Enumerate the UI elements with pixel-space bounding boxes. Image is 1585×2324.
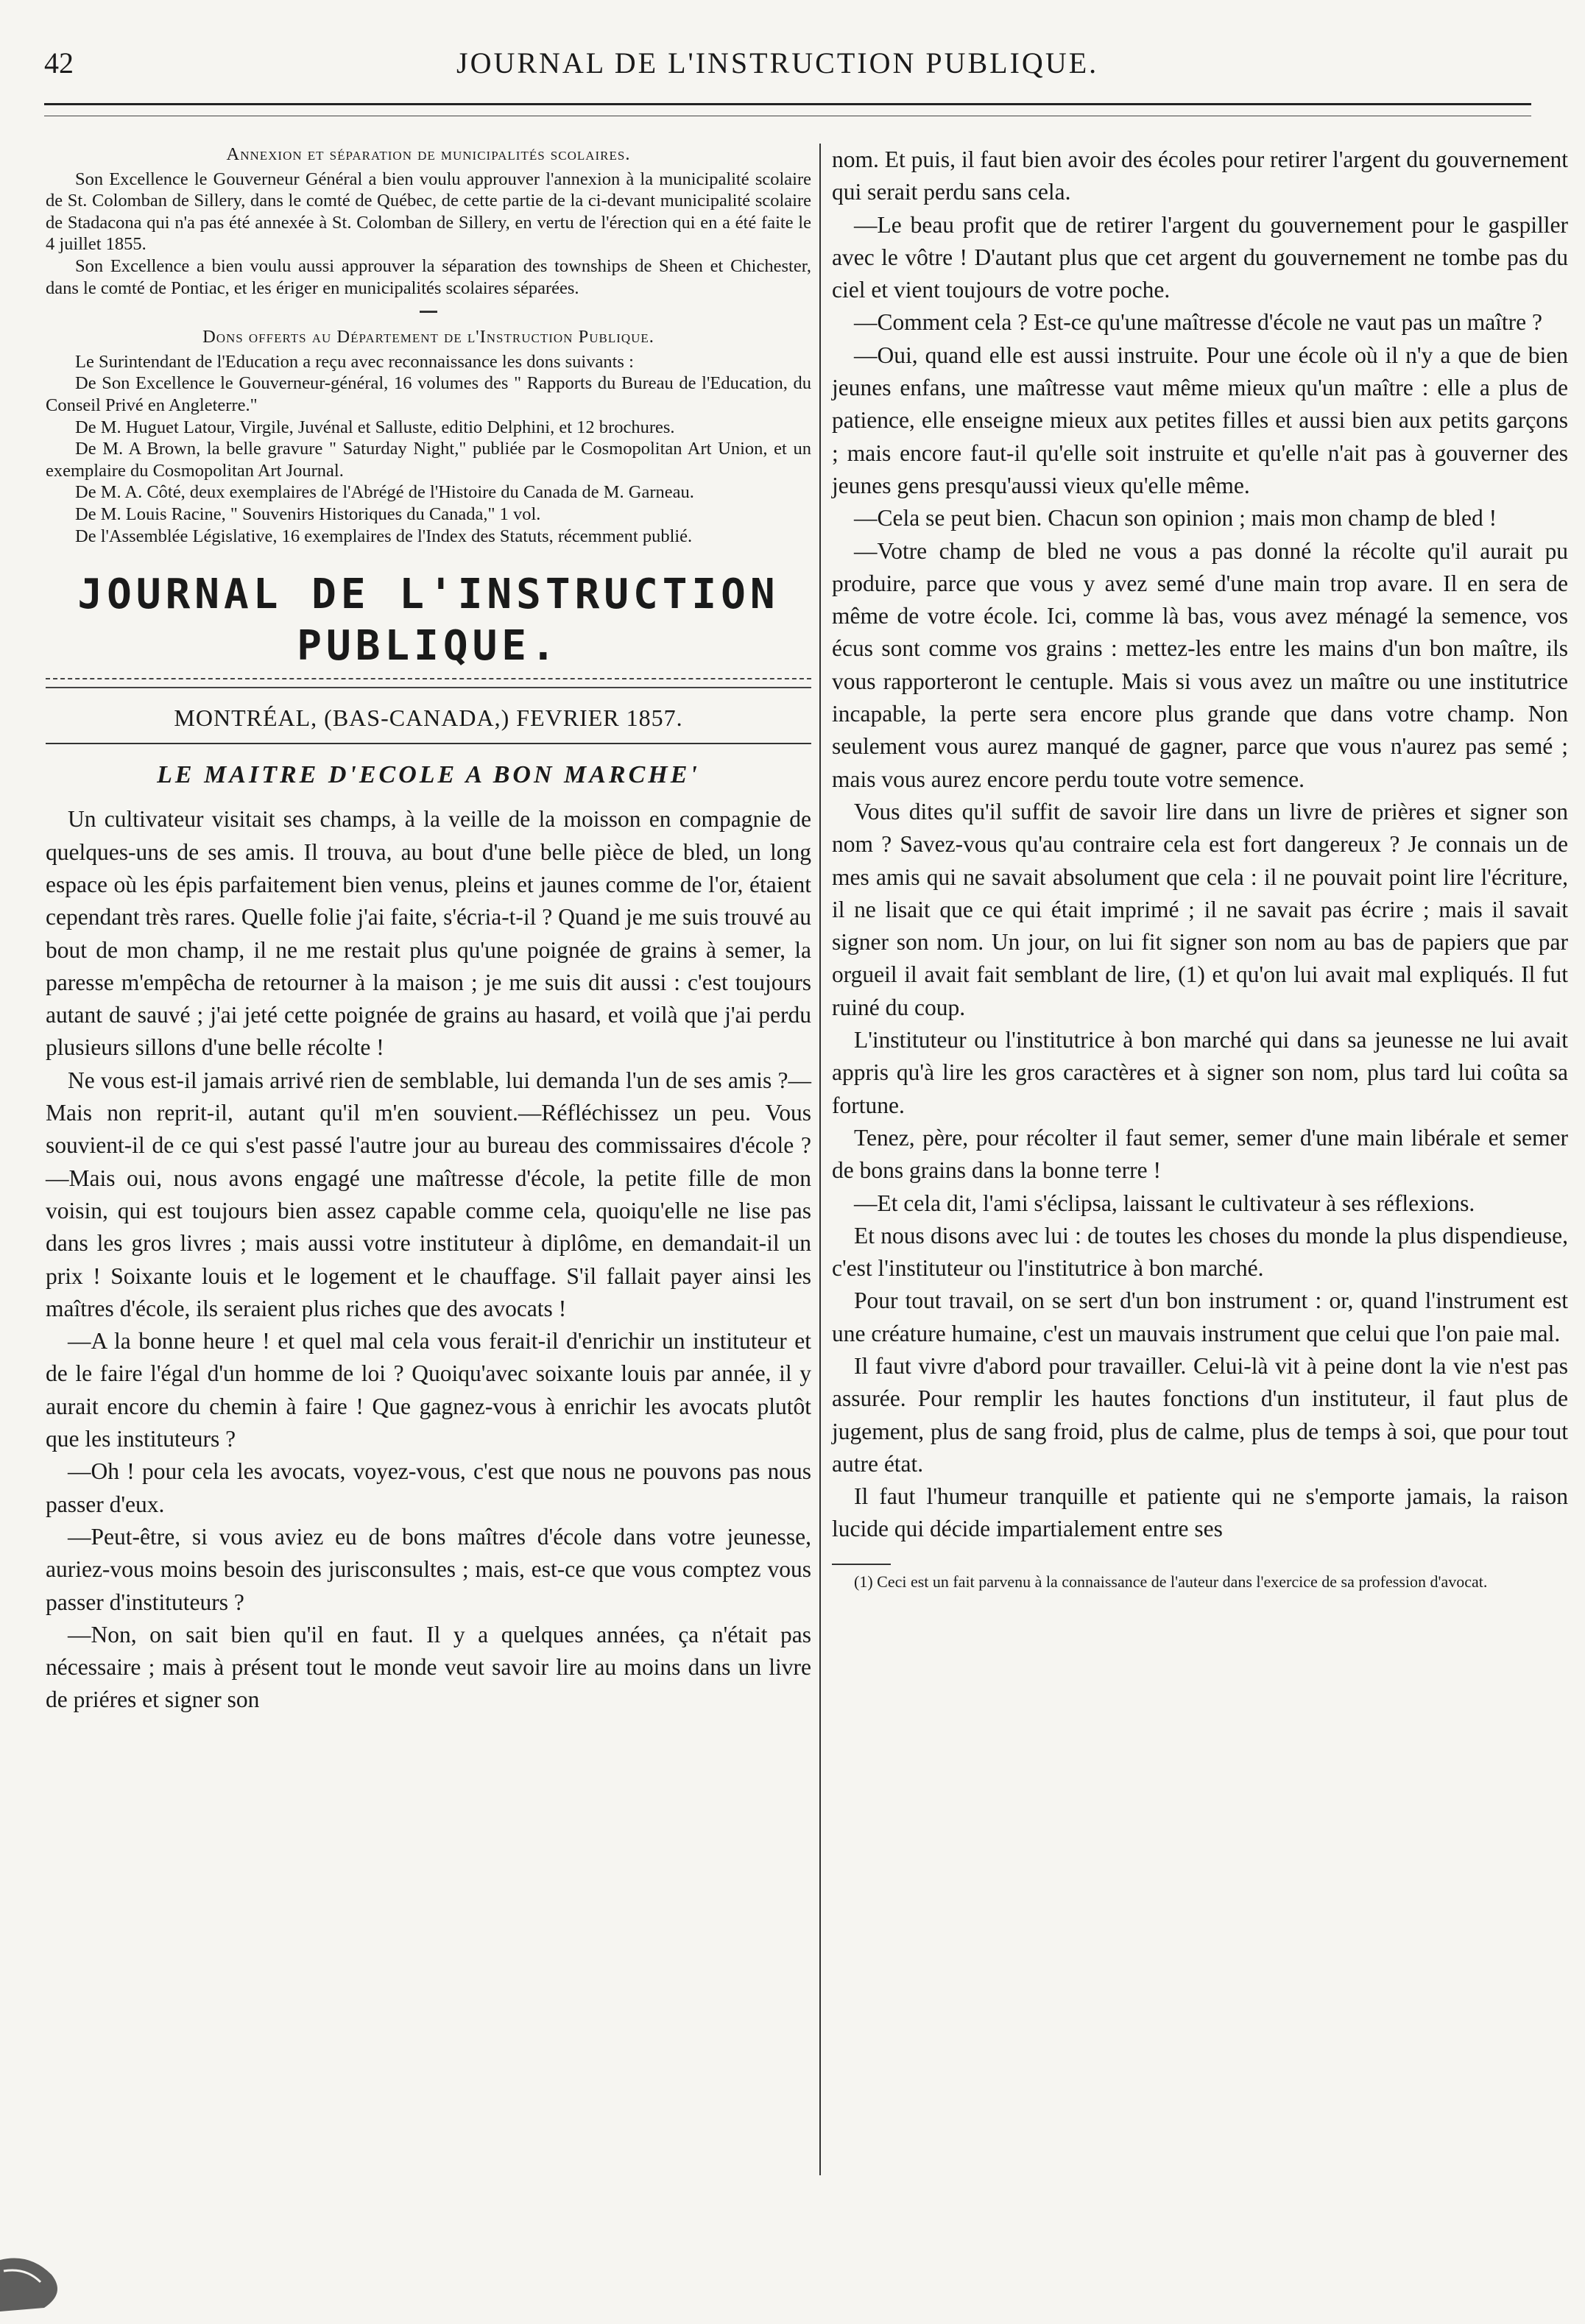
dons-item: De M. A. Côté, deux exemplaires de l'Abrégé de l'Histoire du Canada de M. Garneau. bbox=[75, 482, 694, 503]
dons-item: De l'Assemblée Législative, 16 exemplaires de l'Index des Statuts, récemment publié. bbox=[75, 526, 693, 546]
article-left-body bbox=[46, 803, 811, 1716]
dateline: MONTRÉAL, (BAS-CANADA,) FEVRIER 1857. bbox=[174, 704, 683, 732]
article-paragraph: Il faut vivre d'abord pour travailler. Celui-là vit à peine dont la vie n'est pas assurée. Pour remplir les hautes fonctions d'un instituteur, il faut plus de jugement, plus de sang froid, plus de calme, plus de temps à soi, que pour tout autre état. bbox=[832, 1352, 1568, 1477]
dons-item: De M. Huguet Latour, Virgile, Juvénal et Salluste, editio Delphini, et 12 brochures. bbox=[75, 417, 675, 437]
article-paragraph: —Comment cela ? Est-ce qu'une maîtresse d'école ne vaut pas un maître ? bbox=[854, 309, 1543, 336]
header-rule bbox=[44, 103, 1531, 116]
annexion-paragraph-1: Son Excellence le Gouverneur Général a bien voulu approuver l'annexion à la municipalité scolaire de St. Colomban de Sillery, dans le comté de Québec, de cette partie de la ci-devant municipalité scolaire de Stadacona qui n'a pas été annexée à St. Colomban de Sillery, en vertu de l'érection qui en a été faite le 4 juillet 1855. bbox=[46, 169, 811, 255]
article-paragraph: —Peut-être, si vous aviez eu de bons maîtres d'école dans votre jeunesse, auriez-vous moins besoin des jurisconsultes ; mais, est-ce que vous comptez vous passer d'instituteurs ? bbox=[46, 1523, 811, 1615]
annexion-heading: Annexion et séparation de municipalités scolaires. bbox=[226, 144, 631, 164]
right-column bbox=[832, 144, 1568, 1592]
article-paragraph: L'instituteur ou l'institutrice à bon marché qui dans sa jeunesse ne lui avait appris qu'à lire les gros caractères et à signer son nom, plus tard lui coûta sa fortune. bbox=[832, 1027, 1568, 1118]
dons-heading: Dons offerts au Département de l'Instruction Publique. bbox=[202, 327, 654, 347]
article-paragraph: Pour tout travail, on se sert d'un bon instrument : or, quand l'instrument est une créature humaine, c'est un mauvais instrument que celui que l'on paie mal. bbox=[832, 1288, 1568, 1346]
article-paragraph: —Non, on sait bien qu'il en faut. Il y a quelques années, ça n'était pas nécessaire ; mais à présent tout le monde veut savoir lire au moins dans un livre de priéres et signer son bbox=[46, 1621, 811, 1713]
article-paragraph: —Cela se peut bien. Chacun son opinion ; mais mon champ de bled ! bbox=[854, 505, 1497, 531]
article-paragraph: —Oui, quand elle est aussi instruite. Pour une école où il n'y a que de bien jeunes enfans, une maîtresse vaut même mieux qu'un maître : elle a plus de patience, elle enseigne mieux aux petites filles et aussi bien aux petits garçons ; mais encore faut-il qu'elle soit instruite et qu'elle n'ait pas à gouverner des jeunes gens presqu'aussi vieux qu'elle même. bbox=[832, 342, 1568, 498]
article-paragraph: Et nous disons avec lui : de toutes les choses du monde la plus dispendieuse, c'est l'instituteur ou l'institutrice à bon marché. bbox=[832, 1222, 1568, 1282]
running-title: JOURNAL DE L'INSTRUCTION PUBLIQUE. bbox=[456, 46, 1099, 80]
dons-item: De Son Excellence le Gouverneur-général, 16 volumes des " Rapports du Bureau de l'Education, du Conseil Privé en Angleterre." bbox=[46, 373, 811, 415]
footnote-rule bbox=[832, 1564, 891, 1565]
article-paragraph: Ne vous est-il jamais arrivé rien de semblable, lui demanda l'un de ses amis ?—Mais non reprit-il, autant qu'il m'en souvient.—Réfléchissez un peu. Vous souvient-il de ce qui s'est passé l'autre jour au bureau des commissaires d'école ?—Mais oui, nous avons engagé une maîtresse d'école, la petite fille de mon voisin, qui est toujours bien assez capable comme cela, quoiqu'elle ne lise pas dans les gros livres ; mais aussi votre instituteur à diplôme, en demandait-il un prix ! Soixante louis et le logement et le chauffage. S'il fallait payer ainsi les maîtres d'école, ils seraient plus riches que des avocats ! bbox=[46, 1067, 811, 1321]
article-paragraph: Tenez, père, pour récolter il faut semer, semer d'une main libérale et semer de bons grains dans la bonne terre ! bbox=[832, 1124, 1568, 1184]
footnote: (1) Ceci est un fait parvenu à la connaissance de l'auteur dans l'exercice de sa profession d'avocat. bbox=[854, 1572, 1488, 1591]
article-paragraph: nom. Et puis, il faut bien avoir des écoles pour retirer l'argent du gouvernement qui serait perdu sans cela. bbox=[832, 146, 1568, 205]
article-paragraph: —Oh ! pour cela les avocats, voyez-vous, c'est que nous ne pouvons pas nous passer d'eux. bbox=[46, 1458, 811, 1517]
annexion-notice bbox=[46, 144, 811, 299]
article-paragraph: —Votre champ de bled ne vous a pas donné la récolte qu'il aurait pu produire, parce que vous y avez semé d'une main trop avare. Il en sera de même de votre école. Ici, comme là bas, vous avez ménagé la semence, vos écus sont comme vos grains : mettez-les entre les mains d'un bon maître, ils vous rapporteront le centuple. Mais si vous avez un maître ou une institutrice incapable, la perte sera encore plus grande que dans votre champ. Non seulement vous aurez manqué de gagner, parce que vous n'aurez pas semé ; mais vous aurez encore perdu toute votre semence. bbox=[832, 537, 1568, 792]
page-number: 42 bbox=[44, 46, 74, 80]
article-paragraph: —A la bonne heure ! et quel mal cela vous ferait-il d'enrichir un instituteur et de le faire l'égal d'un homme de loi ? Quoiqu'avec soixante louis par année, il y aurait encore du chemin à faire ! Que gagnez-vous à enrichir les avocats plutôt que les instituteurs ? bbox=[46, 1328, 811, 1452]
dons-item: De M. A Brown, la belle gravure " Saturday Night," publiée par le Cosmopolitan Art Union, et un exemplaire du Cosmopolitan Art Journal. bbox=[46, 439, 811, 481]
page-corner-smudge bbox=[0, 2231, 81, 2311]
masthead-rule bbox=[46, 678, 811, 688]
article-paragraph: Il faut l'humeur tranquille et patiente qui ne s'emporte jamais, la raison lucide qui décide impartialement entre ses bbox=[832, 1483, 1568, 1542]
dateline-rule bbox=[46, 743, 811, 744]
dons-intro: Le Surintendant de l'Education a reçu avec reconnaissance les dons suivants : bbox=[75, 351, 634, 372]
annexion-paragraph-2: Son Excellence a bien voulu aussi approuver la séparation des townships de Sheen et Chichester, dans le comté de Pontiac, et les ériger en municipalités scolaires séparées. bbox=[46, 255, 811, 298]
article-paragraph: —Et cela dit, l'ami s'éclipsa, laissant le cultivateur à ses réflexions. bbox=[854, 1190, 1475, 1216]
masthead: JOURNAL DE L'INSTRUCTION PUBLIQUE. bbox=[77, 571, 780, 671]
running-header bbox=[44, 46, 1531, 90]
article-paragraph: Vous dites qu'il suffit de savoir lire dans un livre de prières et signer son nom ? Savez-vous qu'au contraire cela est fort dangereux ? Je connais un de mes amis qui ne savait absolument que cela : il ne pouvait point lire l'écriture, il ne lisait que ce qui était imprimé ; il ne savait pas écrire ; mais il savait signer son nom. Un jour, on lui fit signer son nom au bas de papiers que par orgueil il avait fait semblant de lire, (1) et qu'on lui avait mal expliqués. Il fut ruiné du coup. bbox=[832, 798, 1568, 1020]
article-title: LE MAITRE D'ECOLE A BON MARCHE' bbox=[157, 761, 700, 789]
dons-item: De M. Louis Racine, " Souvenirs Historiques du Canada," 1 vol. bbox=[75, 504, 541, 524]
left-column bbox=[46, 144, 811, 1717]
dons-notice bbox=[46, 326, 811, 547]
column-divider bbox=[819, 144, 821, 2175]
article-paragraph: Un cultivateur visitait ses champs, à la veille de la moisson en compagnie de quelques-uns de ses amis. Il trouva, au bout d'une belle pièce de bled, un long espace où les épis parfaitement bien venus, pleins et jaunes comme de l'or, étaient cependant très rares. Quelle folie j'ai faite, s'écria-t-il ? Quand je me suis trouvé au bout de mon champ, il ne me restait plus qu'une poignée de grains à semer, la paresse m'empêcha de retourner à la maison ; je me suis dit aussi : c'est toujours autant de sauvé ; j'ai jeté cette poignée de grains au hasard, et voilà que j'ai perdu plusieurs sillons d'une belle récolte ! bbox=[46, 806, 811, 1061]
article-paragraph: —Le beau profit que de retirer l'argent du gouvernement pour le gaspiller avec le vôtre ! D'autant plus que cet argent du gouvernement ne tombe pas du ciel et vient toujours de votre poche. bbox=[832, 211, 1568, 303]
section-separator bbox=[420, 311, 437, 313]
